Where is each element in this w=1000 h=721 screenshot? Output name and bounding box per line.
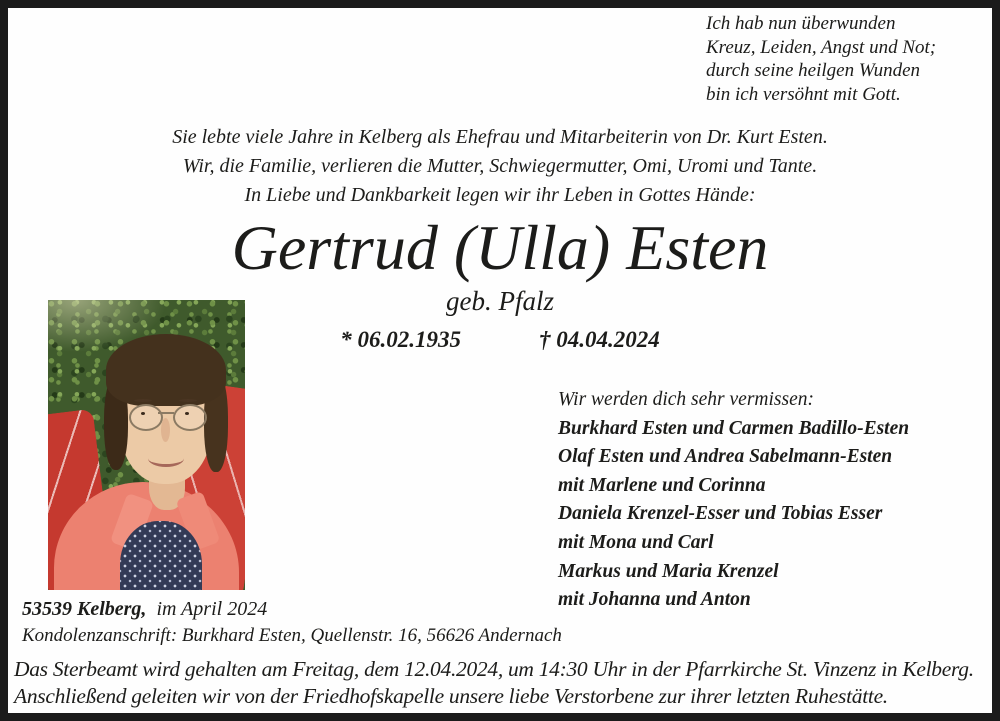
smiling-mouth	[148, 450, 184, 467]
verse-line: Ich hab nun überwunden	[706, 13, 896, 34]
mourner-line: mit Johanna und Anton	[558, 589, 751, 611]
verse-line: bin ich versöhnt mit Gott.	[706, 83, 901, 105]
service-line: Das Sterbeamt wird gehalten am Freitag, dem 12.04.2024, um 14:30 Uhr in der Pfarrkirche St. Vinzenz in Kelberg.	[14, 657, 974, 681]
glasses-right-lens	[173, 404, 207, 431]
verse-line: Kreuz, Leiden, Angst und Not;	[706, 36, 937, 58]
eyebrow-left	[134, 399, 152, 402]
portrait-photo	[48, 300, 245, 590]
mourner-line: Markus und Maria Krenzel	[558, 560, 779, 582]
place: 53539 Kelberg,	[22, 598, 147, 620]
eyebrow-right	[179, 399, 197, 402]
funeral-service-info	[14, 656, 974, 710]
eye-left	[141, 412, 145, 415]
intro-line: In Liebe und Dankbarkeit legen wir ihr Leben in Gottes Hände:	[244, 184, 756, 206]
hair-bangs	[106, 334, 226, 406]
maiden-name: geb. Pfalz	[446, 286, 554, 316]
eye-right	[185, 412, 189, 415]
deceased-name: Gertrud (Ulla) Esten	[231, 212, 769, 283]
mourners-list	[558, 386, 909, 615]
mourners-heading: Wir werden dich sehr vermissen:	[558, 389, 814, 410]
glasses-left-lens	[129, 404, 163, 431]
opening-verse	[706, 12, 936, 106]
birth-date: * 06.02.1935	[340, 327, 461, 352]
mourner-line: mit Marlene und Corinna	[558, 474, 766, 496]
mourner-line: Daniela Krenzel-Esser und Tobias Esser	[558, 503, 883, 525]
mourner-line: mit Mona und Carl	[558, 531, 714, 553]
polka-dot-top	[120, 521, 202, 590]
glasses-bridge	[158, 412, 174, 414]
place-and-date	[22, 598, 267, 621]
verse-line: durch seine heilgen Wunden	[706, 60, 921, 81]
intro-line: Wir, die Familie, verlieren die Mutter, Schwiegermutter, Omi, Uromi und Tante.	[182, 155, 818, 177]
mourner-line: Olaf Esten und Andrea Sabelmann-Esten	[558, 446, 893, 468]
mourner-line: Burkhard Esten und Carmen Badillo-Esten	[558, 417, 910, 439]
condolence-address: Kondolenzanschrift: Burkhard Esten, Quellenstr. 16, 56626 Andernach	[22, 625, 562, 646]
nose	[161, 418, 170, 442]
death-date: † 04.04.2024	[539, 327, 660, 352]
intro-line: Sie lebte viele Jahre in Kelberg als Ehefrau und Mitarbeiterin von Dr. Kurt Esten.	[172, 126, 828, 148]
introduction-text	[0, 123, 1000, 210]
service-line: Anschließend geleiten wir von der Friedhofskapelle unsere liebe Verstorbene zur ihrer letzten Ruhestätte.	[14, 684, 888, 708]
date: im April 2024	[156, 598, 268, 620]
